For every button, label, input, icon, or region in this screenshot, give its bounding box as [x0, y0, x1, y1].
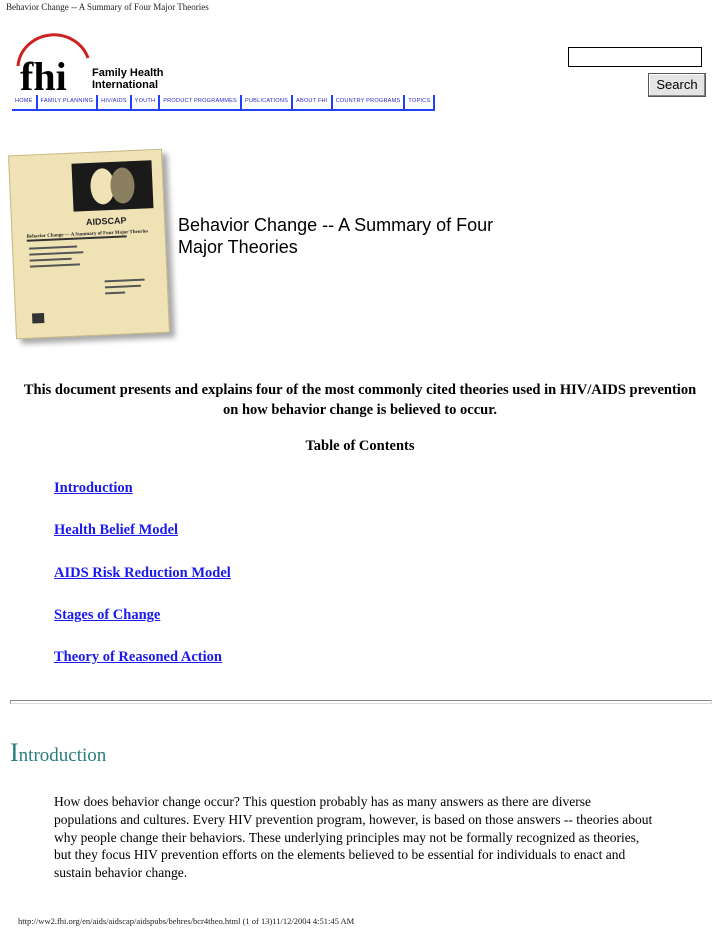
section-title-rest: ntroduction — [18, 745, 107, 766]
document-summary: This document presents and explains four of the most commonly cited theories used in HIV/AIDS prevention on how behavior change is believed to occur. — [23, 382, 697, 418]
publication-cover-image — [8, 149, 170, 340]
toc-link-introduction[interactable]: Introduction — [54, 480, 133, 496]
section-title-initial: I — [10, 738, 19, 767]
introduction-paragraph: How does behavior change occur? This question probably has as many answers as there are diverse populations and cultures. Every HIV prevention program, however, is based on those answers -- theories about why people change their behaviors. These underlying principles may not be formally recognized as theories, but they focus HIV prevention efforts on the elements believed to be essential for individuals to enact and sustain behavior change. — [54, 794, 653, 881]
toc-link-stages-of-change[interactable]: Stages of Change — [54, 607, 161, 623]
toc-link-aids-risk-reduction-model[interactable]: AIDS Risk Reduction Model — [54, 565, 231, 581]
nav-item-about-fhi[interactable]: ABOUT FHI — [293, 95, 333, 109]
toc-link-health-belief-model[interactable]: Health Belief Model — [54, 522, 179, 538]
logo-line1: Family Health — [92, 67, 164, 79]
logo-letters: fhi — [20, 54, 67, 98]
nav-item-publications[interactable]: PUBLICATIONS — [242, 95, 293, 109]
logo-line2: International — [92, 79, 159, 91]
main-nav — [12, 95, 435, 111]
nav-item-family-planning[interactable]: FAMILY PLANNING — [38, 95, 99, 109]
fhi-logo[interactable] — [12, 28, 182, 98]
search-button[interactable]: Search — [648, 73, 706, 97]
nav-item-country-programs[interactable]: COUNTRY PROGRAMS — [333, 95, 406, 109]
page-title: Behavior Change -- A Summary of Four Major Theories — [178, 215, 494, 257]
nav-item-topics[interactable]: TOPICS — [405, 95, 435, 109]
cover-brand: AIDSCAP — [85, 215, 127, 228]
nav-item-hiv-aids[interactable]: HIV/AIDS — [98, 95, 132, 109]
cover-title: Behavior Change — A Summary of Four Major Theories — [26, 229, 149, 240]
section-divider — [10, 700, 712, 704]
document-header-title: Behavior Change -- A Summary of Four Major Theories — [6, 2, 209, 12]
nav-item-youth[interactable]: YOUTH — [132, 95, 161, 109]
nav-item-product-programmes[interactable]: PRODUCT PROGRAMMES — [160, 95, 242, 109]
footer-url: http://ww2.fhi.org/en/aids/aidscap/aidspubs/behres/bcr4theo.html (1 of 13)11/12/2004 4:51:45 AM — [18, 916, 355, 926]
toc-link-theory-of-reasoned-action[interactable]: Theory of Reasoned Action — [54, 649, 222, 665]
toc-heading: Table of Contents — [305, 438, 415, 454]
nav-item-home[interactable]: HOME — [12, 95, 38, 109]
section-title-introduction — [10, 738, 106, 768]
search-input[interactable] — [568, 47, 702, 67]
